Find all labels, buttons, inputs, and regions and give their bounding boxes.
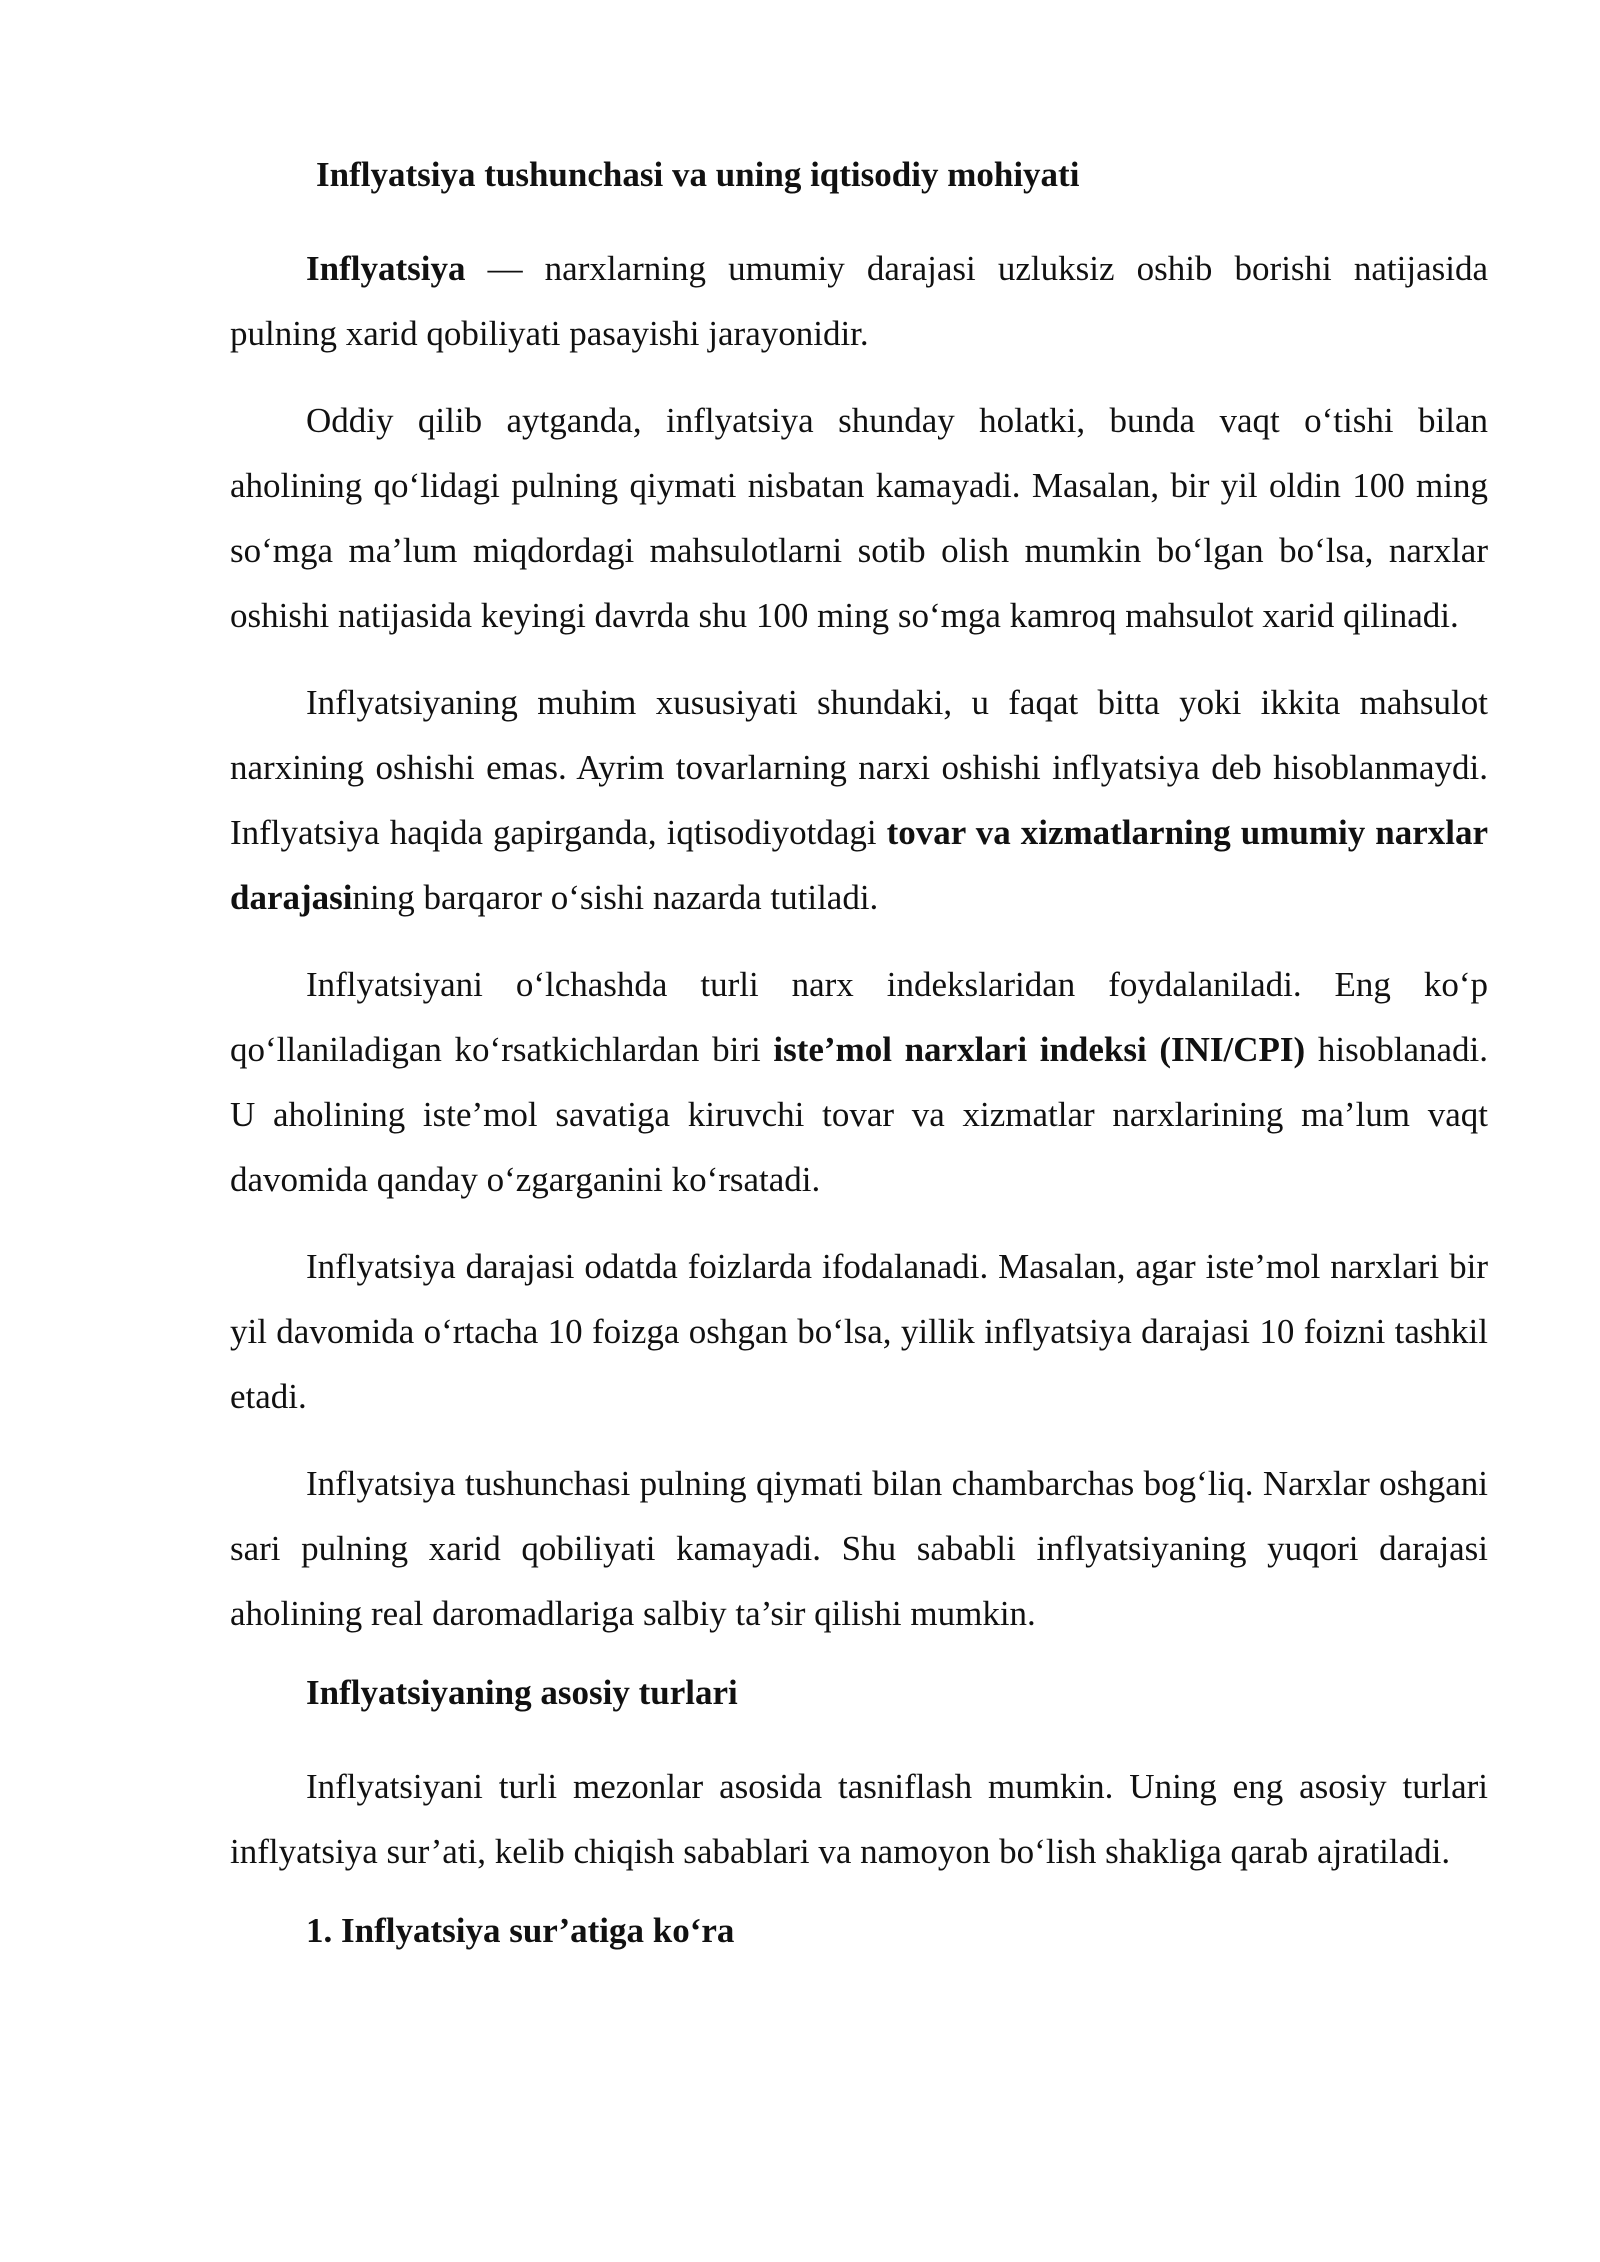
document-page [230, 150, 1488, 1992]
paragraph-definition [230, 236, 1488, 366]
paragraph-money-value: Inflyatsiya tushunchasi pulning qiymati bilan chambarchas bog‘liq. Narxlar oshgani sari pulning xarid qobiliyati kamayadi. Shu sababli inflyatsiyaning yuqori darajasi aholining real daromadlariga salbiy ta’sir qilishi mumkin. [230, 1464, 1488, 1633]
paragraph-key-feature [230, 670, 1488, 930]
key-feature-bold: tovar va xizmatlarning umumiy narxlar darajasi [230, 813, 1488, 917]
paragraph-classification: Inflyatsiyani turli mezonlar asosida tasniflash mumkin. Uning eng asosiy turlari inflyatsiya sur’ati, kelib chiqish sabablari va namoyon bo‘lish shakliga qarab ajratiladi. [230, 1767, 1488, 1871]
measurement-text-after: hisoblanadi. U aholining iste’mol savatiga kiruvchi tovar va xizmatlar narxlarining ma’lum vaqt davomida qanday o‘zgarganini ko‘rsatadi. [230, 1030, 1488, 1199]
subsection-heading-by-rate: 1. Inflyatsiya sur’atiga ko‘ra [306, 1911, 735, 1950]
paragraph-measurement [230, 952, 1488, 1212]
section-heading-inflation-concept: Inflyatsiya tushunchasi va uning iqtisodiy mohiyati [316, 155, 1080, 194]
key-feature-text-before: Inflyatsiyaning muhim xususiyati shundaki, u faqat bitta yoki ikkita mahsulot narxining oshishi emas. Ayrim tovarlarning narxi oshishi inflyatsiya deb hisoblanmaydi. Inflyatsiya haqida gapirganda, iqtisodiyotdagi [230, 683, 1488, 852]
key-feature-text-after: ning barqaror o‘sishi nazarda tutiladi. [352, 878, 879, 917]
paragraph-inflation-rate: Inflyatsiya darajasi odatda foizlarda ifodalanadi. Masalan, agar iste’mol narxlari bir yil davomida o‘rtacha 10 foizga oshgan bo‘lsa, yillik inflyatsiya darajasi 10 foizni tashkil etadi. [230, 1247, 1488, 1416]
cpi-term: iste’mol narxlari indeksi (INI/CPI) [773, 1030, 1306, 1069]
paragraph-simple-explanation: Oddiy qilib aytganda, inflyatsiya shunday holatki, bunda vaqt o‘tishi bilan aholining qo‘lidagi pulning qiymati nisbatan kamayadi. Masalan, bir yil oldin 100 ming so‘mga ma’lum miqdordagi mahsulotlarni sotib olish mumkin bo‘lgan bo‘lsa, narxlar oshishi natijasida keyingi davrda shu 100 ming so‘mga kamroq mahsulot xarid qilinadi. [230, 401, 1488, 635]
definition-text: — narxlarning umumiy darajasi uzluksiz oshib borishi natijasida pulning xarid qobiliyati pasayishi jarayonidir. [230, 249, 1488, 353]
section-heading-inflation-types: Inflyatsiyaning asosiy turlari [306, 1673, 738, 1712]
measurement-text-before: Inflyatsiyani o‘lchashda turli narx indekslaridan foydalaniladi. Eng ko‘p qo‘llaniladigan ko‘rsatkichlardan biri [230, 965, 1488, 1069]
term-inflyatsiya: Inflyatsiya [306, 249, 466, 288]
